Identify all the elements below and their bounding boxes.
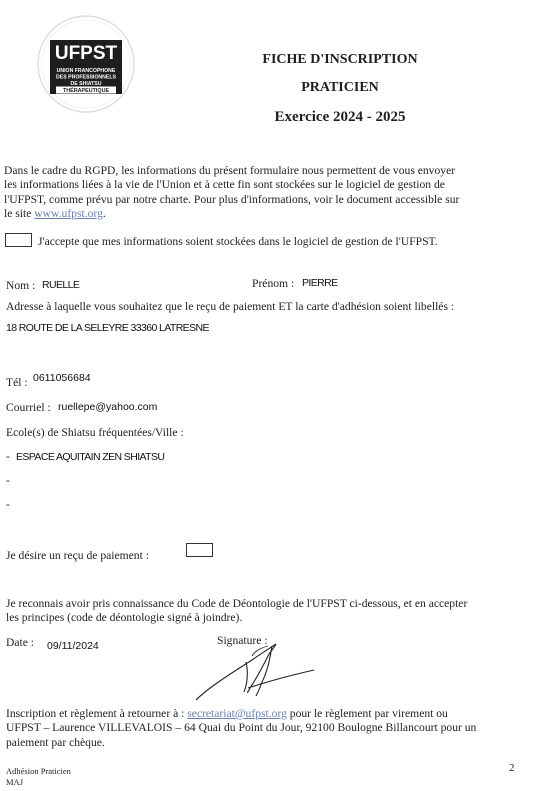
consent-label: J'accepte que mes informations soient stockées dans le logiciel de gestion de l'UFPST. bbox=[38, 235, 438, 248]
tel-field[interactable]: 0611056684 bbox=[33, 372, 91, 384]
rgpd-paragraph bbox=[4, 164, 534, 222]
tel-label: Tél : bbox=[6, 376, 28, 389]
form-year: Exercice 2024 - 2025 bbox=[274, 109, 406, 125]
rgpd-line4: le site www.ufpst.org. bbox=[4, 207, 106, 221]
nom-field[interactable]: RUELLE bbox=[42, 279, 80, 291]
rgpd-line2: les informations liées à la vie de l'Union et à cette fin sont stockées sur le logiciel de gestion de bbox=[4, 178, 445, 192]
date-field[interactable]: 09/11/2024 bbox=[47, 640, 99, 652]
deontologie-line2: les principes (code de déontologie signé à joindre). bbox=[6, 611, 243, 625]
ecole-2-bullet: - bbox=[6, 474, 10, 487]
courriel-field[interactable]: ruellepe@yahoo.com bbox=[58, 401, 158, 413]
courriel-label: Courriel : bbox=[6, 401, 51, 414]
footer-note-line2: MAJ bbox=[6, 777, 24, 787]
handwritten-signature bbox=[190, 636, 320, 706]
ecole-1-field[interactable]: ESPACE AQUITAIN ZEN SHIATSU bbox=[16, 451, 165, 463]
return-line3: paiement par chèque. bbox=[6, 735, 105, 749]
ecole-1-bullet: - bbox=[6, 450, 10, 463]
logo-line1: UNION FRANCOPHONE bbox=[56, 68, 116, 74]
return-line1: Inscription et règlement à retourner à : secretariat@ufpst.org pour le règlement par virement ou bbox=[6, 707, 448, 720]
secretariat-email-link[interactable]: secretariat@ufpst.org bbox=[187, 707, 287, 720]
logo-line2: DES PROFESSIONNELS bbox=[56, 74, 116, 81]
ufpst-logo bbox=[36, 14, 136, 114]
nom-label: Nom : bbox=[6, 279, 36, 292]
form-title: FICHE D'INSCRIPTION bbox=[262, 52, 418, 67]
logo-name: UFPST bbox=[54, 43, 118, 64]
date-label: Date : bbox=[6, 636, 35, 649]
rgpd-line1: Dans le cadre du RGPD, les informations du présent formulaire nous permettent de vous envoyer bbox=[4, 164, 456, 177]
recu-checkbox[interactable] bbox=[186, 543, 213, 557]
deontologie-paragraph bbox=[6, 597, 536, 626]
return-instructions bbox=[6, 707, 536, 750]
adresse-label: Adresse à laquelle vous souhaitez que le reçu de paiement ET la carte d'adhésion soient libellés : bbox=[6, 300, 455, 313]
signature-label: Signature : bbox=[217, 634, 268, 647]
footer-note-line1: Adhésion Praticien bbox=[6, 766, 71, 776]
page-number: 2 bbox=[509, 762, 515, 774]
recu-label: Je désire un reçu de paiement : bbox=[6, 549, 149, 562]
adresse-field[interactable]: 18 ROUTE DE LA SELEYRE 33360 LATRESNE bbox=[6, 322, 209, 334]
rgpd-line3: l'UFPST, comme prévu par notre charte. Pour plus d'informations, voir le document accessible sur bbox=[4, 192, 460, 206]
consent-checkbox[interactable] bbox=[5, 233, 32, 247]
return-line2: UFPST – Laurence VILLEVALOIS – 64 Quai du Point du Jour, 92100 Boulogne Billancourt pour un bbox=[6, 721, 477, 735]
form-subtitle: PRATICIEN bbox=[301, 80, 379, 95]
logo-line3: DE SHIATSU bbox=[70, 81, 102, 87]
ecoles-label: Ecole(s) de Shiatsu fréquentées/Ville : bbox=[6, 426, 184, 439]
prenom-field[interactable]: PIERRE bbox=[302, 277, 338, 289]
website-link[interactable]: www.ufpst.org bbox=[34, 207, 103, 221]
prenom-label: Prénom : bbox=[252, 277, 295, 290]
deontologie-line1: Je reconnais avoir pris connaissance du Code de Déontologie de l'UFPST ci-dessous, et en accepter bbox=[6, 597, 468, 610]
footer-note bbox=[6, 766, 71, 788]
ecole-3-bullet: - bbox=[6, 498, 10, 511]
logo-line4: THÉRAPEUTIQUE bbox=[62, 88, 110, 94]
